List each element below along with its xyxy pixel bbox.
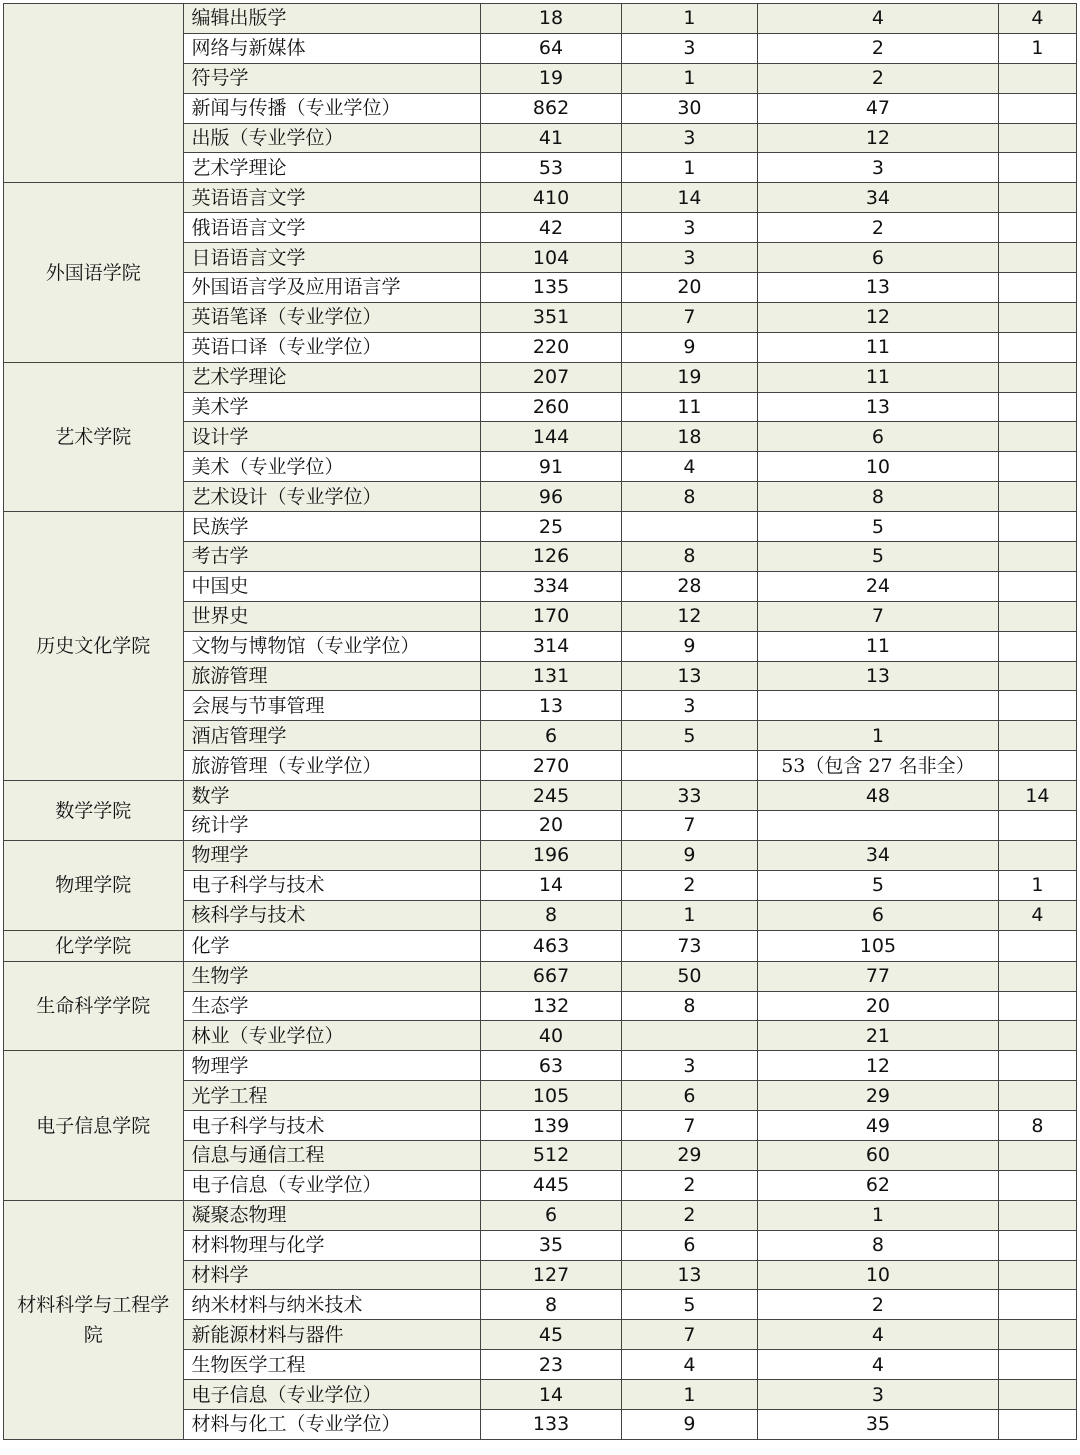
value-cell-c1: 104 <box>481 243 621 273</box>
major-cell: 设计学 <box>183 422 481 452</box>
value-cell-c4 <box>998 1200 1076 1230</box>
major-cell: 中国史 <box>183 571 481 601</box>
value-cell-c3: 2 <box>758 63 999 93</box>
value-cell-c4: 4 <box>998 900 1076 930</box>
college-cell: 物理学院 <box>4 840 184 930</box>
value-cell-c3: 6 <box>758 900 999 930</box>
value-cell-c4: 1 <box>998 870 1076 900</box>
major-cell: 电子信息（专业学位） <box>183 1170 481 1200</box>
major-cell: 符号学 <box>183 63 481 93</box>
value-cell-c2: 30 <box>621 93 757 123</box>
major-cell: 旅游管理 <box>183 661 481 691</box>
value-cell-c1: 53 <box>481 153 621 183</box>
major-cell: 俄语语言文学 <box>183 213 481 243</box>
value-cell-c2: 3 <box>621 1051 757 1081</box>
college-cell: 艺术学院 <box>4 362 184 511</box>
value-cell-c4 <box>998 991 1076 1021</box>
value-cell-c2: 1 <box>621 1380 757 1410</box>
value-cell-c2: 11 <box>621 392 757 422</box>
value-cell-c3 <box>758 691 999 721</box>
value-cell-c1: 20 <box>481 811 621 841</box>
value-cell-c3: 11 <box>758 332 999 362</box>
value-cell-c2: 18 <box>621 422 757 452</box>
table-body <box>4 4 1077 1440</box>
value-cell-c3: 35 <box>758 1409 999 1439</box>
value-cell-c2: 7 <box>621 811 757 841</box>
value-cell-c1: 41 <box>481 123 621 153</box>
value-cell-c2: 3 <box>621 691 757 721</box>
major-cell: 纳米材料与纳米技术 <box>183 1290 481 1320</box>
value-cell-c4 <box>998 751 1076 781</box>
value-cell-c3: 6 <box>758 422 999 452</box>
value-cell-c2: 4 <box>621 452 757 482</box>
value-cell-c4: 8 <box>998 1111 1076 1141</box>
major-cell: 网络与新媒体 <box>183 33 481 63</box>
value-cell-c1: 144 <box>481 422 621 452</box>
value-cell-c1: 19 <box>481 63 621 93</box>
major-cell: 编辑出版学 <box>183 4 481 34</box>
value-cell-c4: 4 <box>998 4 1076 34</box>
value-cell-c2: 9 <box>621 332 757 362</box>
value-cell-c2: 28 <box>621 571 757 601</box>
value-cell-c2: 5 <box>621 1290 757 1320</box>
value-cell-c1: 91 <box>481 452 621 482</box>
value-cell-c3 <box>758 811 999 841</box>
value-cell-c4 <box>998 571 1076 601</box>
value-cell-c4 <box>998 332 1076 362</box>
table-row <box>4 840 1077 870</box>
value-cell-c1: 410 <box>481 183 621 213</box>
value-cell-c3: 2 <box>758 33 999 63</box>
value-cell-c1: 6 <box>481 1200 621 1230</box>
value-cell-c4 <box>998 601 1076 631</box>
value-cell-c1: 245 <box>481 781 621 811</box>
value-cell-c2: 19 <box>621 362 757 392</box>
value-cell-c2 <box>621 1021 757 1051</box>
value-cell-c4 <box>998 1380 1076 1410</box>
value-cell-c3: 8 <box>758 1230 999 1260</box>
value-cell-c4 <box>998 1170 1076 1200</box>
value-cell-c1: 126 <box>481 542 621 572</box>
value-cell-c3: 29 <box>758 1081 999 1111</box>
value-cell-c3: 8 <box>758 482 999 512</box>
value-cell-c1: 13 <box>481 691 621 721</box>
major-cell: 世界史 <box>183 601 481 631</box>
value-cell-c2: 33 <box>621 781 757 811</box>
table-row <box>4 1200 1077 1230</box>
value-cell-c2 <box>621 512 757 542</box>
major-cell: 会展与节事管理 <box>183 691 481 721</box>
college-cell: 生命科学学院 <box>4 961 184 1051</box>
major-cell: 美术学 <box>183 392 481 422</box>
value-cell-c2: 2 <box>621 870 757 900</box>
value-cell-c4 <box>998 631 1076 661</box>
college-cell: 化学学院 <box>4 930 184 961</box>
value-cell-c1: 14 <box>481 1380 621 1410</box>
value-cell-c1: 314 <box>481 631 621 661</box>
major-cell: 材料与化工（专业学位） <box>183 1409 481 1439</box>
value-cell-c1: 18 <box>481 4 621 34</box>
value-cell-c1: 8 <box>481 1290 621 1320</box>
major-cell: 旅游管理（专业学位） <box>183 751 481 781</box>
value-cell-c1: 131 <box>481 661 621 691</box>
table-row <box>4 183 1077 213</box>
major-cell: 英语语言文学 <box>183 183 481 213</box>
value-cell-c2: 8 <box>621 991 757 1021</box>
value-cell-c4 <box>998 1230 1076 1260</box>
value-cell-c2: 50 <box>621 961 757 991</box>
value-cell-c4 <box>998 691 1076 721</box>
major-cell: 文物与博物馆（专业学位） <box>183 631 481 661</box>
value-cell-c1: 351 <box>481 302 621 332</box>
value-cell-c3: 4 <box>758 4 999 34</box>
major-cell: 核科学与技术 <box>183 900 481 930</box>
value-cell-c2: 13 <box>621 661 757 691</box>
value-cell-c4 <box>998 811 1076 841</box>
value-cell-c3: 13 <box>758 273 999 303</box>
value-cell-c2: 7 <box>621 1320 757 1350</box>
major-cell: 艺术学理论 <box>183 153 481 183</box>
value-cell-c3: 3 <box>758 153 999 183</box>
value-cell-c1: 6 <box>481 721 621 751</box>
table-row <box>4 930 1077 961</box>
value-cell-c4 <box>998 1409 1076 1439</box>
value-cell-c2: 4 <box>621 1350 757 1380</box>
value-cell-c3: 10 <box>758 452 999 482</box>
major-cell: 新能源材料与器件 <box>183 1320 481 1350</box>
major-cell: 艺术设计（专业学位） <box>183 482 481 512</box>
value-cell-c1: 512 <box>481 1140 621 1170</box>
major-cell: 电子科学与技术 <box>183 870 481 900</box>
college-cell: 数学学院 <box>4 781 184 841</box>
value-cell-c1: 63 <box>481 1051 621 1081</box>
major-cell: 英语笔译（专业学位） <box>183 302 481 332</box>
value-cell-c3: 5 <box>758 542 999 572</box>
value-cell-c3: 11 <box>758 362 999 392</box>
value-cell-c4 <box>998 721 1076 751</box>
value-cell-c3: 13 <box>758 392 999 422</box>
value-cell-c4 <box>998 482 1076 512</box>
value-cell-c1: 220 <box>481 332 621 362</box>
value-cell-c3: 13 <box>758 661 999 691</box>
value-cell-c4 <box>998 153 1076 183</box>
major-cell: 考古学 <box>183 542 481 572</box>
value-cell-c4 <box>998 213 1076 243</box>
value-cell-c1: 667 <box>481 961 621 991</box>
value-cell-c4 <box>998 183 1076 213</box>
value-cell-c1: 42 <box>481 213 621 243</box>
value-cell-c4 <box>998 1021 1076 1051</box>
major-cell: 凝聚态物理 <box>183 1200 481 1230</box>
value-cell-c4: 14 <box>998 781 1076 811</box>
value-cell-c4: 1 <box>998 33 1076 63</box>
value-cell-c1: 14 <box>481 870 621 900</box>
major-cell: 物理学 <box>183 1051 481 1081</box>
value-cell-c1: 196 <box>481 840 621 870</box>
major-cell: 生物医学工程 <box>183 1350 481 1380</box>
value-cell-c1: 445 <box>481 1170 621 1200</box>
value-cell-c3: 7 <box>758 601 999 631</box>
college-cell <box>4 4 184 183</box>
table-row <box>4 4 1077 34</box>
value-cell-c3: 2 <box>758 213 999 243</box>
value-cell-c1: 132 <box>481 991 621 1021</box>
value-cell-c3: 12 <box>758 302 999 332</box>
major-cell: 生态学 <box>183 991 481 1021</box>
value-cell-c3: 53（包含 27 名非全） <box>758 751 999 781</box>
value-cell-c2: 8 <box>621 482 757 512</box>
table-row <box>4 512 1077 542</box>
value-cell-c3: 47 <box>758 93 999 123</box>
value-cell-c4 <box>998 1320 1076 1350</box>
major-cell: 酒店管理学 <box>183 721 481 751</box>
value-cell-c3: 24 <box>758 571 999 601</box>
value-cell-c4 <box>998 93 1076 123</box>
value-cell-c1: 64 <box>481 33 621 63</box>
value-cell-c4 <box>998 930 1076 961</box>
value-cell-c4 <box>998 243 1076 273</box>
major-cell: 数学 <box>183 781 481 811</box>
value-cell-c2: 7 <box>621 1111 757 1141</box>
value-cell-c2: 5 <box>621 721 757 751</box>
value-cell-c4 <box>998 1140 1076 1170</box>
value-cell-c2: 9 <box>621 1409 757 1439</box>
value-cell-c3: 60 <box>758 1140 999 1170</box>
major-cell: 艺术学理论 <box>183 362 481 392</box>
value-cell-c3: 4 <box>758 1320 999 1350</box>
value-cell-c4 <box>998 452 1076 482</box>
value-cell-c3: 2 <box>758 1290 999 1320</box>
value-cell-c2: 6 <box>621 1230 757 1260</box>
value-cell-c1: 25 <box>481 512 621 542</box>
value-cell-c4 <box>998 273 1076 303</box>
value-cell-c3: 6 <box>758 243 999 273</box>
value-cell-c3: 11 <box>758 631 999 661</box>
value-cell-c3: 12 <box>758 123 999 153</box>
value-cell-c2: 7 <box>621 302 757 332</box>
value-cell-c1: 133 <box>481 1409 621 1439</box>
value-cell-c1: 334 <box>481 571 621 601</box>
major-cell: 化学 <box>183 930 481 961</box>
value-cell-c2: 6 <box>621 1081 757 1111</box>
major-cell: 外国语言学及应用语言学 <box>183 273 481 303</box>
value-cell-c2: 1 <box>621 900 757 930</box>
value-cell-c2: 2 <box>621 1200 757 1230</box>
value-cell-c2: 3 <box>621 243 757 273</box>
value-cell-c1: 45 <box>481 1320 621 1350</box>
value-cell-c2: 1 <box>621 63 757 93</box>
major-cell: 电子科学与技术 <box>183 1111 481 1141</box>
value-cell-c3: 49 <box>758 1111 999 1141</box>
value-cell-c1: 463 <box>481 930 621 961</box>
value-cell-c3: 4 <box>758 1350 999 1380</box>
major-cell: 电子信息（专业学位） <box>183 1380 481 1410</box>
major-cell: 美术（专业学位） <box>183 452 481 482</box>
value-cell-c2: 14 <box>621 183 757 213</box>
college-cell: 材料科学与工程学院 <box>4 1200 184 1439</box>
college-cell: 电子信息学院 <box>4 1051 184 1200</box>
value-cell-c3: 5 <box>758 512 999 542</box>
table-row <box>4 362 1077 392</box>
value-cell-c1: 23 <box>481 1350 621 1380</box>
value-cell-c3: 1 <box>758 721 999 751</box>
value-cell-c1: 207 <box>481 362 621 392</box>
value-cell-c2: 20 <box>621 273 757 303</box>
value-cell-c2: 1 <box>621 153 757 183</box>
table-row <box>4 961 1077 991</box>
value-cell-c3: 62 <box>758 1170 999 1200</box>
major-cell: 新闻与传播（专业学位） <box>183 93 481 123</box>
value-cell-c1: 139 <box>481 1111 621 1141</box>
value-cell-c2: 9 <box>621 631 757 661</box>
value-cell-c4 <box>998 512 1076 542</box>
value-cell-c2: 12 <box>621 601 757 631</box>
value-cell-c3: 20 <box>758 991 999 1021</box>
major-cell: 日语语言文学 <box>183 243 481 273</box>
major-cell: 出版（专业学位） <box>183 123 481 153</box>
value-cell-c4 <box>998 422 1076 452</box>
value-cell-c2: 9 <box>621 840 757 870</box>
value-cell-c4 <box>998 1051 1076 1081</box>
value-cell-c1: 170 <box>481 601 621 631</box>
value-cell-c2: 73 <box>621 930 757 961</box>
major-cell: 光学工程 <box>183 1081 481 1111</box>
value-cell-c4 <box>998 302 1076 332</box>
value-cell-c3: 12 <box>758 1051 999 1081</box>
table-row <box>4 1051 1077 1081</box>
value-cell-c1: 40 <box>481 1021 621 1051</box>
value-cell-c1: 135 <box>481 273 621 303</box>
college-cell: 历史文化学院 <box>4 512 184 781</box>
value-cell-c1: 96 <box>481 482 621 512</box>
value-cell-c4 <box>998 63 1076 93</box>
value-cell-c2: 3 <box>621 123 757 153</box>
value-cell-c4 <box>998 961 1076 991</box>
value-cell-c1: 8 <box>481 900 621 930</box>
value-cell-c3: 21 <box>758 1021 999 1051</box>
value-cell-c3: 1 <box>758 1200 999 1230</box>
major-cell: 材料物理与化学 <box>183 1230 481 1260</box>
table-row <box>4 781 1077 811</box>
value-cell-c4 <box>998 392 1076 422</box>
major-cell: 材料学 <box>183 1260 481 1290</box>
value-cell-c1: 862 <box>481 93 621 123</box>
value-cell-c4 <box>998 123 1076 153</box>
admissions-table <box>3 3 1077 1440</box>
value-cell-c3: 34 <box>758 183 999 213</box>
major-cell: 生物学 <box>183 961 481 991</box>
major-cell: 民族学 <box>183 512 481 542</box>
value-cell-c3: 5 <box>758 870 999 900</box>
major-cell: 林业（专业学位） <box>183 1021 481 1051</box>
major-cell: 英语口译（专业学位） <box>183 332 481 362</box>
value-cell-c4 <box>998 542 1076 572</box>
college-cell: 外国语学院 <box>4 183 184 362</box>
value-cell-c1: 260 <box>481 392 621 422</box>
value-cell-c4 <box>998 1350 1076 1380</box>
major-cell: 统计学 <box>183 811 481 841</box>
value-cell-c1: 105 <box>481 1081 621 1111</box>
value-cell-c3: 105 <box>758 930 999 961</box>
value-cell-c2: 8 <box>621 542 757 572</box>
value-cell-c3: 3 <box>758 1380 999 1410</box>
value-cell-c3: 48 <box>758 781 999 811</box>
value-cell-c1: 35 <box>481 1230 621 1260</box>
value-cell-c2: 29 <box>621 1140 757 1170</box>
value-cell-c1: 127 <box>481 1260 621 1290</box>
value-cell-c2: 1 <box>621 4 757 34</box>
major-cell: 物理学 <box>183 840 481 870</box>
value-cell-c2: 2 <box>621 1170 757 1200</box>
major-cell: 信息与通信工程 <box>183 1140 481 1170</box>
value-cell-c3: 34 <box>758 840 999 870</box>
value-cell-c2: 13 <box>621 1260 757 1290</box>
value-cell-c4 <box>998 661 1076 691</box>
value-cell-c4 <box>998 1260 1076 1290</box>
value-cell-c4 <box>998 840 1076 870</box>
value-cell-c4 <box>998 1081 1076 1111</box>
value-cell-c4 <box>998 362 1076 392</box>
value-cell-c1: 270 <box>481 751 621 781</box>
value-cell-c2 <box>621 751 757 781</box>
value-cell-c2: 3 <box>621 213 757 243</box>
value-cell-c3: 77 <box>758 961 999 991</box>
value-cell-c2: 3 <box>621 33 757 63</box>
value-cell-c4 <box>998 1290 1076 1320</box>
value-cell-c3: 10 <box>758 1260 999 1290</box>
